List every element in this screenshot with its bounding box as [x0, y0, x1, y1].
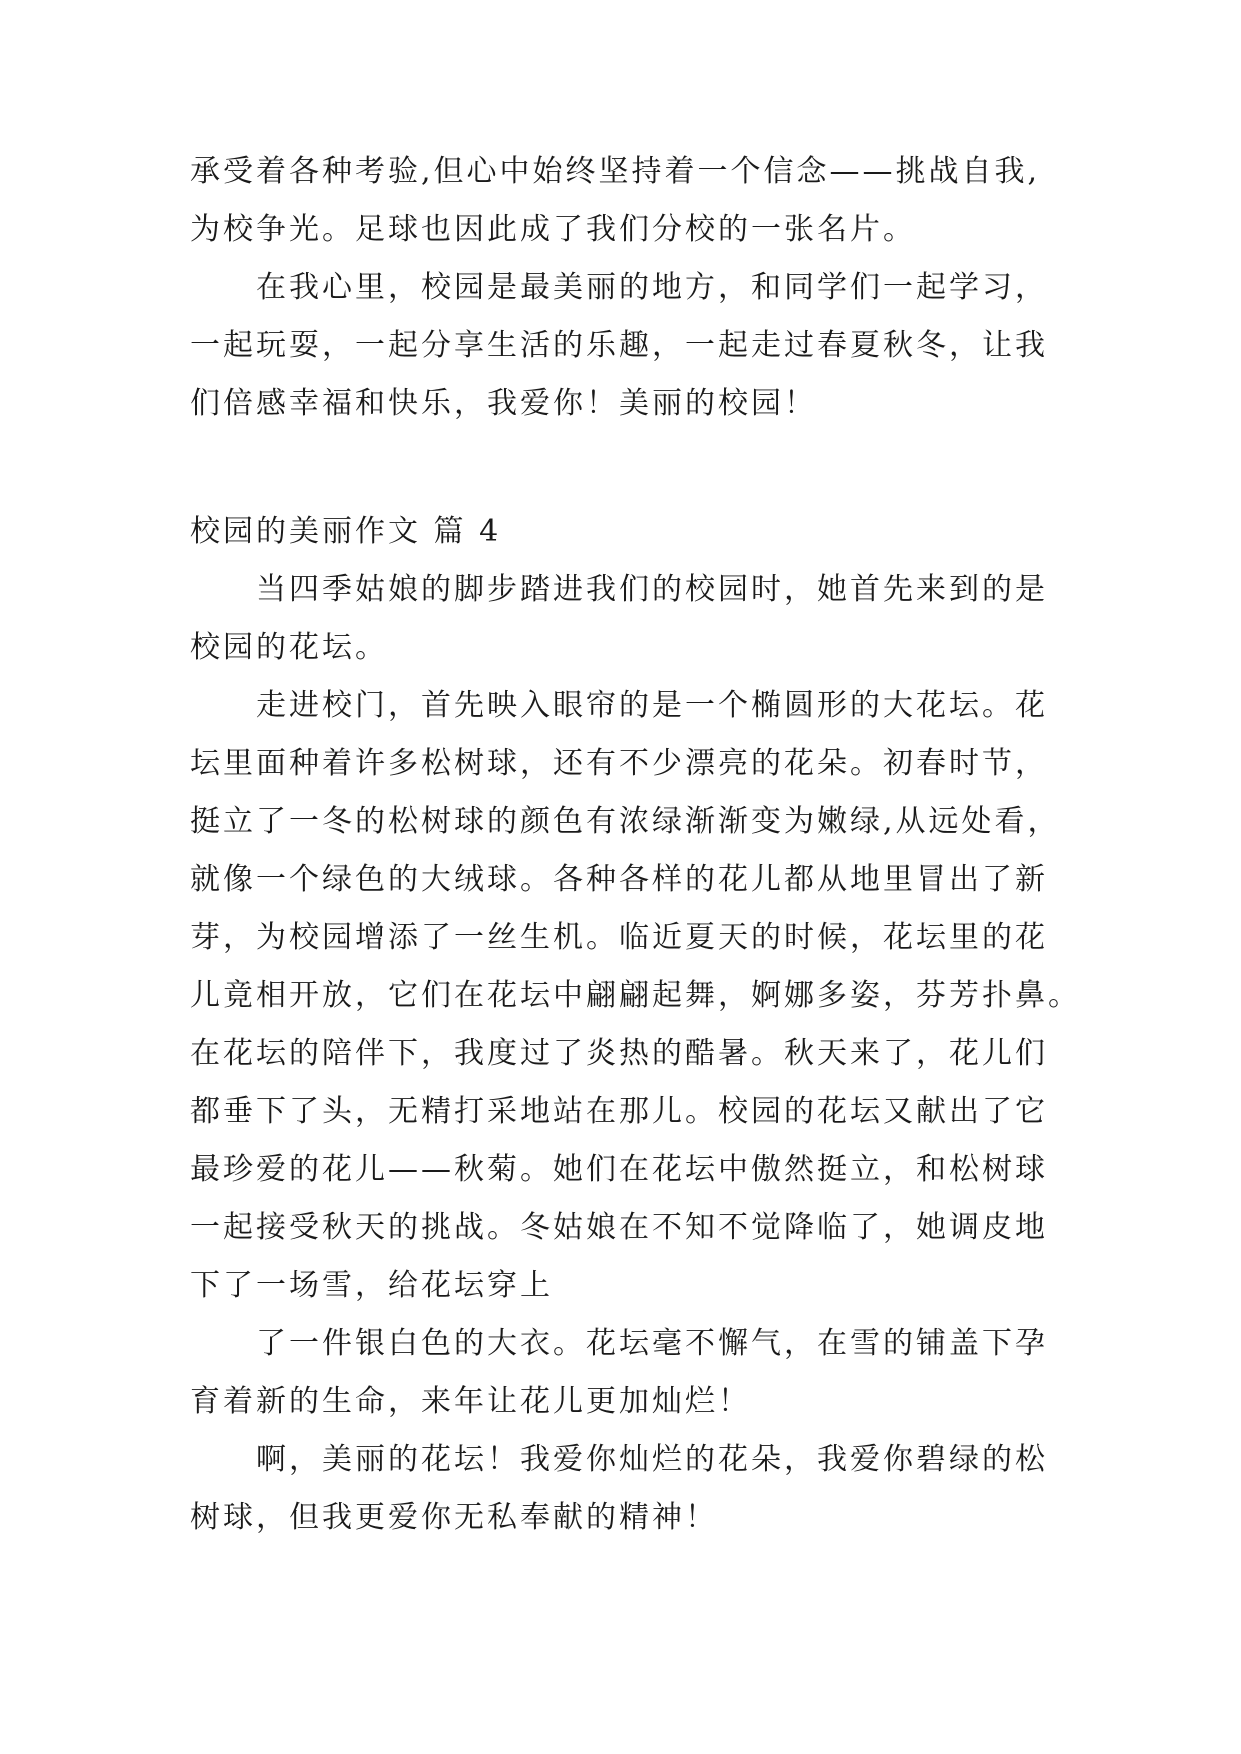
text-line: 校园的花坛。	[190, 630, 388, 665]
text-line: 儿竟相开放，它们在花坛中翩翩起舞，婀娜多姿，芬芳扑鼻。	[190, 978, 1081, 1013]
text-line: 啊，美丽的花坛！我爱你灿烂的花朵，我爱你碧绿的松	[256, 1442, 1048, 1477]
text-line: 走进校门，首先映入眼帘的是一个椭圆形的大花坛。花	[256, 688, 1048, 723]
text-line: 一起接受秋天的挑战。冬姑娘在不知不觉降临了，她调皮地	[190, 1210, 1048, 1245]
text-line: 在花坛的陪伴下，我度过了炎热的酷暑。秋天来了，花儿们	[190, 1036, 1048, 1071]
text-line: 承受着各种考验,但心中始终坚持着一个信念——挑战自我,	[190, 154, 1041, 189]
text-line: 为校争光。足球也因此成了我们分校的一张名片。	[190, 212, 916, 247]
text-line: 坛里面种着许多松树球，还有不少漂亮的花朵。初春时节，	[190, 746, 1048, 781]
text-line: 们倍感幸福和快乐，我爱你！美丽的校园！	[190, 386, 817, 421]
text-line: 下了一场雪，给花坛穿上	[190, 1268, 553, 1303]
section-title: 校园的美丽作文 篇 4	[190, 514, 502, 549]
text-line: 都垂下了头，无精打采地站在那儿。校园的花坛又献出了它	[190, 1094, 1048, 1129]
text-line: 芽，为校园增添了一丝生机。临近夏天的时候，花坛里的花	[190, 920, 1048, 955]
text-line: 了一件银白色的大衣。花坛毫不懈气，在雪的铺盖下孕	[256, 1326, 1048, 1361]
text-line: 就像一个绿色的大绒球。各种各样的花儿都从地里冒出了新	[190, 862, 1048, 897]
text-line: 树球，但我更爱你无私奉献的精神！	[190, 1500, 718, 1535]
text-line: 育着新的生命，来年让花儿更加灿烂！	[190, 1384, 751, 1419]
text-line: 当四季姑娘的脚步踏进我们的校园时，她首先来到的是	[256, 572, 1048, 607]
text-line: 挺立了一冬的松树球的颜色有浓绿渐渐变为嫩绿,从远处看，	[190, 804, 1061, 839]
text-line: 在我心里，校园是最美丽的地方，和同学们一起学习，	[256, 270, 1048, 305]
text-line: 最珍爱的花儿——秋菊。她们在花坛中傲然挺立，和松树球	[190, 1152, 1048, 1187]
text-line: 一起玩耍，一起分享生活的乐趣，一起走过春夏秋冬，让我	[190, 328, 1048, 363]
